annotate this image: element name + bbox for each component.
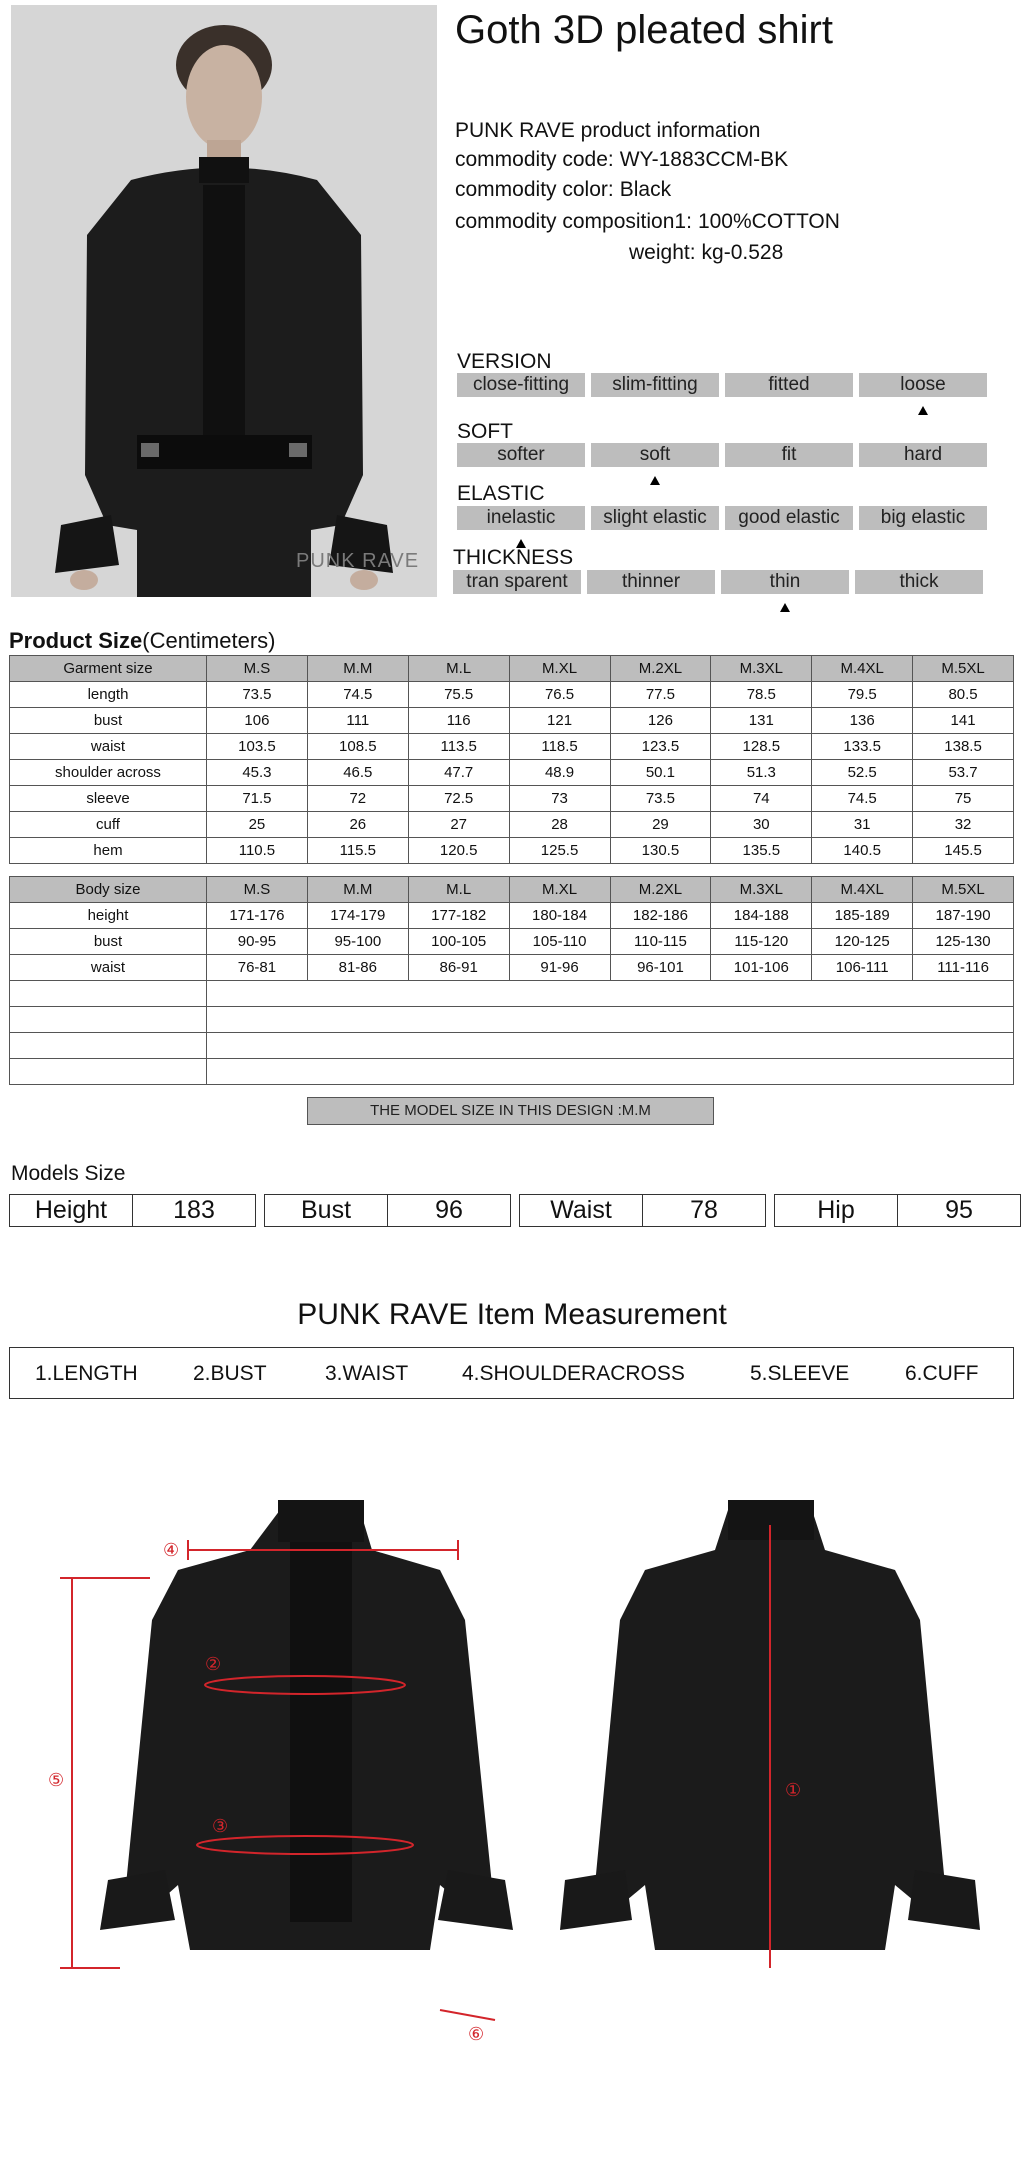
table-cell	[207, 981, 1014, 1007]
scale-option: hard	[859, 443, 987, 467]
table-header-cell: Garment size	[10, 656, 207, 682]
table-cell: 50.1	[610, 760, 711, 786]
table-cell: 113.5	[408, 734, 509, 760]
marker-6: ⑥	[468, 2024, 485, 2045]
table-header-cell: M.2XL	[610, 877, 711, 903]
model-size-banner: THE MODEL SIZE IN THIS DESIGN :M.M	[307, 1097, 714, 1125]
model-figure-image	[11, 5, 437, 597]
commodity-code	[455, 148, 788, 172]
table-header-cell: M.M	[307, 877, 408, 903]
table-header-cell: M.XL	[509, 877, 610, 903]
table-cell: 32	[913, 812, 1014, 838]
table-cell: 187-190	[913, 903, 1014, 929]
table-header-cell: M.L	[408, 656, 509, 682]
table-header-cell: M.XL	[509, 656, 610, 682]
table-cell: 77.5	[610, 682, 711, 708]
scale-option: soft	[591, 443, 719, 467]
scale-option: thinner	[587, 570, 715, 594]
model-measure-value: 96	[435, 1196, 463, 1224]
table-cell: bust	[10, 708, 207, 734]
table-cell: 174-179	[307, 903, 408, 929]
model-measure-pair	[774, 1194, 1021, 1227]
table-row	[10, 708, 1014, 734]
product-size-unit: (Centimeters)	[142, 628, 276, 653]
scale-option: thick	[855, 570, 983, 594]
table-cell: 101-106	[711, 955, 812, 981]
table-cell: 185-189	[812, 903, 913, 929]
table-empty-row	[10, 1033, 1014, 1059]
table-cell	[10, 981, 207, 1007]
measurement-item: 2.BUST	[193, 1362, 267, 1385]
scale-label-soft: SOFT	[457, 420, 513, 443]
model-measure-pair	[264, 1194, 511, 1227]
table-cell: 76-81	[207, 955, 308, 981]
table-cell: 31	[812, 812, 913, 838]
marker-3: ③	[212, 1816, 229, 1837]
table-cell: 126	[610, 708, 711, 734]
product-size-title	[9, 628, 276, 654]
product-size-heading: Product Size	[9, 628, 143, 653]
table-cell: 30	[711, 812, 812, 838]
table-header-cell: M.S	[207, 656, 308, 682]
product-title: Goth 3D pleated shirt	[455, 8, 833, 52]
table-row	[10, 734, 1014, 760]
table-cell	[207, 1007, 1014, 1033]
table-cell: 81-86	[307, 955, 408, 981]
commodity-color	[455, 178, 671, 202]
table-cell: 80.5	[913, 682, 1014, 708]
table-cell: 53.7	[913, 760, 1014, 786]
scale-label-elastic: ELASTIC	[457, 482, 545, 505]
table-cell: 130.5	[610, 838, 711, 864]
table-cell: 86-91	[408, 955, 509, 981]
table-header-row	[10, 877, 1014, 903]
scale-option: close-fitting	[457, 373, 585, 397]
product-size-table	[9, 655, 1014, 864]
table-row	[10, 786, 1014, 812]
table-cell: 100-105	[408, 929, 509, 955]
table-cell: 141	[913, 708, 1014, 734]
table-cell: 116	[408, 708, 509, 734]
marker-4: ④	[163, 1540, 180, 1561]
model-measure-value: 78	[690, 1196, 718, 1224]
table-cell: 48.9	[509, 760, 610, 786]
table-cell: 111-116	[913, 955, 1014, 981]
table-cell: 51.3	[711, 760, 812, 786]
scale-option: loose	[859, 373, 987, 397]
table-cell: 110.5	[207, 838, 308, 864]
table-cell: sleeve	[10, 786, 207, 812]
shirt-front	[100, 1500, 513, 1950]
table-cell: hem	[10, 838, 207, 864]
table-cell: 120-125	[812, 929, 913, 955]
measurement-item: 5.SLEEVE	[750, 1362, 850, 1385]
table-row	[10, 929, 1014, 955]
table-cell: 27	[408, 812, 509, 838]
table-cell: 28	[509, 812, 610, 838]
marker-5: ⑤	[48, 1770, 65, 1791]
table-header-cell: Body size	[10, 877, 207, 903]
photo-watermark: PUNK RAVE	[296, 550, 420, 572]
table-cell: bust	[10, 929, 207, 955]
table-cell: 123.5	[610, 734, 711, 760]
table-header-cell: M.4XL	[812, 877, 913, 903]
table-row	[10, 838, 1014, 864]
table-cell: 136	[812, 708, 913, 734]
table-header-cell: M.3XL	[711, 877, 812, 903]
table-cell: 96-101	[610, 955, 711, 981]
table-cell: 177-182	[408, 903, 509, 929]
table-row	[10, 682, 1014, 708]
table-cell: 131	[711, 708, 812, 734]
table-header-cell: M.S	[207, 877, 308, 903]
table-cell: 115.5	[307, 838, 408, 864]
model-measure-label: Height	[10, 1195, 133, 1226]
table-cell: 106	[207, 708, 308, 734]
table-cell: 171-176	[207, 903, 308, 929]
composition-label: commodity composition1:	[455, 210, 692, 233]
table-cell: 73.5	[610, 786, 711, 812]
table-cell: 111	[307, 708, 408, 734]
table-cell: 125-130	[913, 929, 1014, 955]
model-measure-label: Hip	[775, 1195, 898, 1226]
table-cell: 72.5	[408, 786, 509, 812]
table-cell: 75	[913, 786, 1014, 812]
scale-option: inelastic	[457, 506, 585, 530]
commodity-composition	[455, 210, 840, 234]
table-empty-row	[10, 1059, 1014, 1085]
models-size-row	[9, 1194, 1014, 1227]
table-header-row	[10, 656, 1014, 682]
table-cell: 71.5	[207, 786, 308, 812]
table-cell	[207, 1059, 1014, 1085]
table-header-cell: M.2XL	[610, 656, 711, 682]
table-cell	[207, 1033, 1014, 1059]
model-measure-label: Waist	[520, 1195, 643, 1226]
table-cell: 91-96	[509, 955, 610, 981]
model-measure-pair	[9, 1194, 256, 1227]
table-row	[10, 903, 1014, 929]
code-label: commodity code:	[455, 148, 614, 171]
table-header-cell: M.5XL	[913, 656, 1014, 682]
table-cell: 108.5	[307, 734, 408, 760]
table-row	[10, 812, 1014, 838]
table-cell: waist	[10, 955, 207, 981]
scale-option: big elastic	[859, 506, 987, 530]
table-cell: 110-115	[610, 929, 711, 955]
scale-label-version: VERSION	[457, 350, 552, 373]
model-measure-value: 183	[173, 1196, 215, 1224]
commodity-weight	[629, 241, 783, 265]
table-row	[10, 955, 1014, 981]
measurement-item: 6.CUFF	[905, 1362, 979, 1385]
measurement-diagram	[0, 1480, 1024, 2080]
scale-option: fitted	[725, 373, 853, 397]
scale-row-soft	[457, 443, 987, 467]
measurement-item: 3.WAIST	[325, 1362, 409, 1385]
composition-value: 100%COTTON	[697, 210, 840, 233]
table-cell: 118.5	[509, 734, 610, 760]
scale-option: slight elastic	[591, 506, 719, 530]
scale-row-elastic	[457, 506, 987, 530]
weight-label: weight:	[629, 241, 696, 264]
scale-row-version	[457, 373, 987, 397]
table-cell: 128.5	[711, 734, 812, 760]
table-cell: 90-95	[207, 929, 308, 955]
weight-value: kg-0.528	[701, 241, 784, 264]
table-cell: 140.5	[812, 838, 913, 864]
table-cell: 95-100	[307, 929, 408, 955]
table-cell: 105-110	[509, 929, 610, 955]
brand-line: PUNK RAVE product information	[455, 119, 761, 142]
measurement-legend	[9, 1347, 1014, 1399]
table-empty-row	[10, 981, 1014, 1007]
table-cell: 120.5	[408, 838, 509, 864]
scale-option: slim-fitting	[591, 373, 719, 397]
model-measure-value: 95	[945, 1196, 973, 1224]
table-cell: 72	[307, 786, 408, 812]
color-value: Black	[619, 178, 672, 201]
table-header-cell: M.3XL	[711, 656, 812, 682]
table-cell: 73	[509, 786, 610, 812]
table-cell: 184-188	[711, 903, 812, 929]
table-cell: 73.5	[207, 682, 308, 708]
table-header-cell: M.M	[307, 656, 408, 682]
scale-option: fit	[725, 443, 853, 467]
scale-option: thin	[721, 570, 849, 594]
table-cell: 121	[509, 708, 610, 734]
table-cell: 115-120	[711, 929, 812, 955]
table-header-cell: M.L	[408, 877, 509, 903]
table-cell: 182-186	[610, 903, 711, 929]
table-cell: 47.7	[408, 760, 509, 786]
table-cell: 52.5	[812, 760, 913, 786]
measurement-item: 1.LENGTH	[35, 1362, 138, 1385]
selected-marker-icon	[780, 603, 790, 612]
table-cell: 26	[307, 812, 408, 838]
table-cell: 74.5	[812, 786, 913, 812]
table-cell: waist	[10, 734, 207, 760]
table-cell: 29	[610, 812, 711, 838]
selected-marker-icon	[918, 406, 928, 415]
scale-row-thickness	[453, 570, 983, 594]
table-cell: cuff	[10, 812, 207, 838]
table-cell: 46.5	[307, 760, 408, 786]
table-cell: 106-111	[812, 955, 913, 981]
marker-2: ②	[205, 1654, 222, 1675]
table-cell: 145.5	[913, 838, 1014, 864]
table-cell	[10, 1059, 207, 1085]
table-cell: 180-184	[509, 903, 610, 929]
table-cell: 76.5	[509, 682, 610, 708]
marker-1: ①	[785, 1780, 802, 1801]
measurement-item: 4.SHOULDERACROSS	[462, 1362, 685, 1385]
table-cell: 125.5	[509, 838, 610, 864]
scale-option: good elastic	[725, 506, 853, 530]
table-header-cell: M.5XL	[913, 877, 1014, 903]
scale-option: softer	[457, 443, 585, 467]
models-size-title: Models Size	[11, 1162, 126, 1185]
table-cell: shoulder across	[10, 760, 207, 786]
selected-marker-icon	[650, 476, 660, 485]
table-cell: 79.5	[812, 682, 913, 708]
table-row	[10, 760, 1014, 786]
table-cell: 138.5	[913, 734, 1014, 760]
code-value: WY-1883CCM-BK	[619, 148, 789, 171]
color-label: commodity color:	[455, 178, 614, 201]
model-measure-label: Bust	[265, 1195, 388, 1226]
table-cell: 74.5	[307, 682, 408, 708]
table-empty-row	[10, 1007, 1014, 1033]
table-cell: 74	[711, 786, 812, 812]
scale-label-thickness: THICKNESS	[453, 546, 574, 569]
table-cell	[10, 1007, 207, 1033]
table-header-cell: M.4XL	[812, 656, 913, 682]
table-cell: 78.5	[711, 682, 812, 708]
measurement-title: PUNK RAVE Item Measurement	[297, 1298, 727, 1331]
table-cell: 25	[207, 812, 308, 838]
table-cell: length	[10, 682, 207, 708]
body-size-table	[9, 876, 1014, 1085]
table-cell: 45.3	[207, 760, 308, 786]
model-photo	[11, 5, 437, 597]
table-cell: 133.5	[812, 734, 913, 760]
table-cell: 75.5	[408, 682, 509, 708]
table-cell: 135.5	[711, 838, 812, 864]
table-cell: 103.5	[207, 734, 308, 760]
scale-option: tran sparent	[453, 570, 581, 594]
model-measure-pair	[519, 1194, 766, 1227]
table-cell	[10, 1033, 207, 1059]
table-cell: height	[10, 903, 207, 929]
